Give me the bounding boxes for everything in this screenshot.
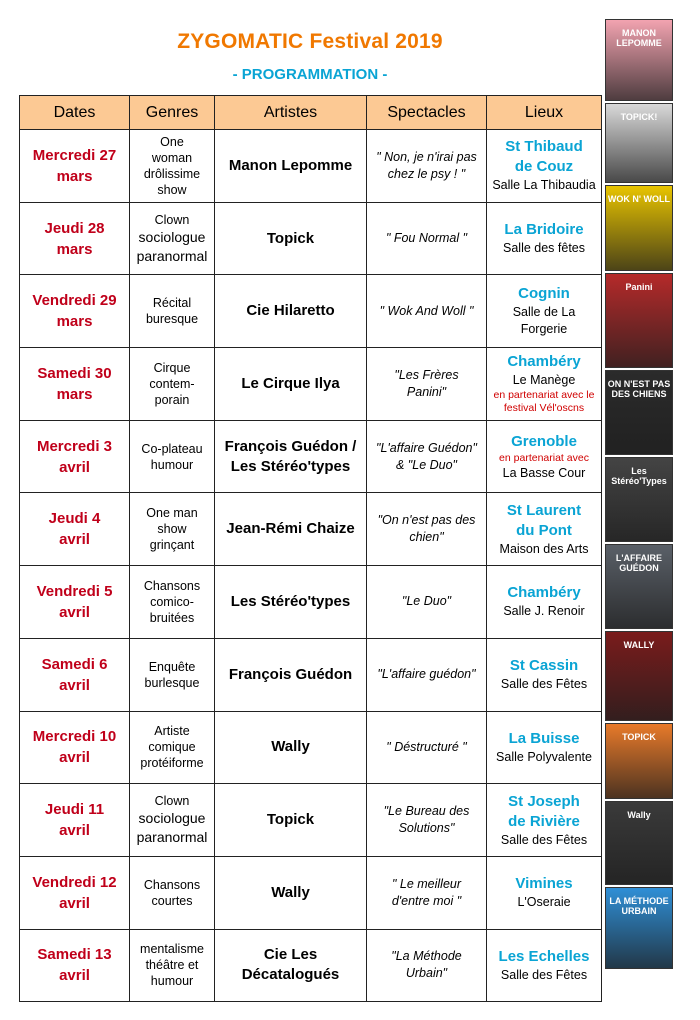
artist-name: Les Stéréo'types: [230, 457, 351, 475]
show-title: Panini": [406, 384, 447, 399]
column-header-spectacles: Spectacles: [367, 96, 487, 130]
artist-name: Décatalogués: [241, 966, 340, 984]
table-row: [20, 348, 602, 421]
date-text: Vendredi 5: [36, 582, 113, 600]
table-header-row: [20, 96, 602, 130]
date-text: avril: [59, 531, 90, 549]
artist-cell: [215, 638, 367, 711]
city-line: St Laurent: [506, 501, 582, 519]
column-header-lieux: Lieux: [487, 96, 602, 130]
genre-text: buresque: [145, 312, 199, 327]
artist-cell: [215, 420, 367, 493]
genre-cell: [130, 130, 215, 203]
city-name: [489, 432, 599, 452]
table-row: [20, 420, 602, 493]
poster-label: TOPICK!: [620, 112, 658, 122]
genre-text: humour: [150, 457, 194, 472]
city-line: Chambéry: [507, 353, 581, 371]
genre-text: Chansons: [143, 578, 201, 593]
date-text: Jeudi 11: [44, 801, 105, 819]
genre-text: drôlissime: [143, 166, 201, 181]
poster-image: [605, 801, 673, 885]
genre-cell: [130, 711, 215, 784]
venue-name: L'Oseraie: [517, 895, 571, 910]
genre-text: One man: [146, 506, 198, 521]
city-name: [489, 874, 599, 894]
city-name: [489, 792, 599, 832]
partner-note: en partenariat avec: [499, 451, 589, 464]
city-line: du Pont: [516, 521, 572, 539]
artist-name: Le Cirque Ilya: [241, 374, 340, 392]
venue-name: Salle de La Forgerie: [512, 305, 576, 337]
date-cell: [20, 493, 130, 566]
date-cell: [20, 711, 130, 784]
date-text: avril: [59, 822, 90, 840]
date-text: avril: [59, 967, 90, 985]
genre-text: mentalisme: [140, 942, 204, 957]
place-cell: [487, 130, 602, 203]
genre-cell: [130, 348, 215, 421]
date-text: avril: [59, 676, 90, 694]
date-text: Samedi 6: [41, 655, 108, 673]
city-line: Chambéry: [507, 584, 581, 602]
artist-cell: [215, 202, 367, 275]
city-line: Grenoble: [511, 432, 577, 450]
show-cell: [367, 638, 487, 711]
page-subtitle: - PROGRAMMATION -: [232, 66, 388, 83]
genre-text: Clown: [154, 794, 190, 809]
show-title: "Les Frères: [394, 367, 459, 382]
genre-cell: [130, 202, 215, 275]
genre-text: Chansons: [143, 877, 201, 892]
table-row: [20, 856, 602, 929]
table-row: [20, 784, 602, 857]
column-header-dates: Dates: [20, 96, 130, 130]
place-cell: [487, 348, 602, 421]
artist-cell: [215, 348, 367, 421]
genre-text: protéiforme: [140, 756, 204, 771]
artist-cell: [215, 856, 367, 929]
genre-cell: [130, 929, 215, 1002]
venue-name: Salle des Fêtes: [500, 832, 588, 847]
column-header-artistes: Artistes: [215, 96, 367, 130]
poster-strip: [605, 19, 675, 971]
artist-cell: [215, 784, 367, 857]
poster-label: L'AFFAIRE GUÉDON: [615, 553, 663, 573]
date-cell: [20, 929, 130, 1002]
table-row: [20, 202, 602, 275]
genre-cell: [130, 856, 215, 929]
show-title: chien": [409, 530, 444, 545]
genre-text: humour: [150, 974, 194, 989]
table-row: [20, 638, 602, 711]
date-text: mars: [56, 385, 93, 403]
date-text: avril: [59, 458, 90, 476]
poster-image: [605, 370, 673, 455]
genre-text: contem-: [149, 376, 195, 391]
poster-image: [605, 457, 673, 542]
artist-name: François Guédon: [228, 665, 353, 683]
table-row: [20, 275, 602, 348]
artist-name: Jean-Rémi Chaize: [226, 520, 355, 538]
genre-text: Clown: [154, 212, 190, 227]
city-line: St Thibaud: [505, 138, 583, 156]
city-name: [489, 501, 599, 541]
show-cell: [367, 493, 487, 566]
venue-name: Salle des fêtes: [503, 241, 585, 256]
genre-cell: [130, 420, 215, 493]
genre-text: show: [157, 182, 187, 197]
date-cell: [20, 638, 130, 711]
poster-label: ON N'EST PAS DES CHIENS: [607, 379, 671, 399]
table-row: [20, 130, 602, 203]
poster-label: WALLY: [623, 640, 655, 650]
city-line: de Rivière: [508, 812, 580, 830]
poster-label: Les Stéréo'Types: [611, 466, 667, 486]
artist-name: Topick: [266, 811, 315, 829]
programme-table: [19, 95, 602, 1002]
artist-cell: [215, 929, 367, 1002]
place-cell: [487, 638, 602, 711]
artist-cell: [215, 275, 367, 348]
show-title: d'entre moi ": [391, 893, 462, 908]
show-title: " Non, je n'irai pas: [376, 149, 477, 164]
artist-name: Topick: [266, 229, 315, 247]
date-text: Jeudi 28: [44, 219, 105, 237]
genre-text: Co-plateau: [141, 441, 203, 456]
genre-text: Cirque: [153, 360, 191, 375]
poster-label: Wally: [627, 810, 651, 820]
poster-image: [605, 631, 673, 721]
artist-cell: [215, 493, 367, 566]
table-row: [20, 711, 602, 784]
poster-label: WOK N' WOLL: [607, 194, 671, 204]
show-title: "L'affaire guédon": [377, 667, 476, 682]
date-text: Samedi 13: [37, 946, 112, 964]
date-cell: [20, 784, 130, 857]
genre-text: One: [160, 134, 184, 149]
venue-name: Salle J. Renoir: [503, 604, 585, 619]
genre-text: courtes: [151, 893, 193, 908]
date-text: Vendredi 12: [32, 873, 117, 891]
place-cell: [487, 493, 602, 566]
genre-cell: [130, 638, 215, 711]
city-name: [489, 656, 599, 676]
poster-label: MANON LEPOMME: [616, 28, 662, 48]
genre-text: bruitées: [149, 610, 195, 625]
venue-name: La Basse Cour: [502, 465, 586, 480]
artist-name: Cie Hilaretto: [246, 302, 335, 320]
city-name: [489, 284, 599, 304]
date-cell: [20, 566, 130, 639]
show-title: Solutions": [398, 821, 455, 836]
date-cell: [20, 420, 130, 493]
poster-label: Panini: [625, 282, 653, 292]
artist-name: Manon Lepomme: [228, 156, 353, 174]
city-line: St Cassin: [509, 657, 579, 675]
show-title: " Fou Normal ": [385, 231, 468, 246]
show-cell: [367, 711, 487, 784]
genre-cell: [130, 275, 215, 348]
date-text: Jeudi 4: [48, 510, 101, 528]
show-cell: [367, 202, 487, 275]
venue-name: Maison des Arts: [499, 541, 589, 556]
genre-text: sociologue: [138, 810, 206, 827]
artist-name: Wally: [271, 883, 310, 901]
venue-name: Salle La Thibaudia: [492, 178, 596, 193]
artist-name: Les Stéréo'types: [230, 592, 351, 610]
show-title: "L'affaire Guédon": [376, 440, 477, 455]
partner-note: en partenariat avec le festival Vél'oscns: [493, 389, 595, 415]
show-title: & "Le Duo": [396, 457, 457, 472]
venue-name: Salle des Fêtes: [500, 967, 588, 982]
city-line: Cognin: [518, 285, 570, 303]
show-title: "La Méthode: [391, 949, 462, 964]
date-text: Mercredi 27: [32, 146, 117, 164]
poster-image: [605, 185, 673, 271]
genre-text: comico-: [150, 594, 194, 609]
date-text: mars: [56, 240, 93, 258]
show-cell: [367, 784, 487, 857]
poster-label: LA MÉTHODE URBAIN: [609, 896, 669, 916]
date-text: avril: [59, 749, 90, 767]
date-text: avril: [59, 603, 90, 621]
city-line: La Buisse: [508, 729, 580, 747]
date-text: mars: [56, 313, 93, 331]
artist-name: Wally: [271, 738, 310, 756]
genre-text: show: [157, 522, 187, 537]
venue-name: Le Manège: [512, 373, 576, 388]
date-text: Mercredi 3: [36, 437, 113, 455]
page-title: ZYGOMATIC Festival 2019: [177, 30, 443, 53]
date-text: Mercredi 10: [32, 728, 117, 746]
artist-cell: [215, 566, 367, 639]
date-cell: [20, 856, 130, 929]
genre-text: comique: [148, 740, 196, 755]
genre-text: sociologue: [138, 228, 206, 245]
city-name: [489, 729, 599, 749]
show-title: " Wok And Woll ": [379, 303, 474, 318]
artist-name: François Guédon /: [224, 437, 357, 455]
poster-image: [605, 19, 673, 101]
show-cell: [367, 420, 487, 493]
genre-cell: [130, 493, 215, 566]
show-cell: [367, 275, 487, 348]
date-cell: [20, 202, 130, 275]
place-cell: [487, 275, 602, 348]
place-cell: [487, 566, 602, 639]
genre-text: burlesque: [144, 675, 200, 690]
place-cell: [487, 202, 602, 275]
genre-text: paranormal: [136, 247, 208, 264]
poster-image: [605, 103, 673, 183]
date-cell: [20, 348, 130, 421]
date-text: Vendredi 29: [32, 292, 117, 310]
city-line: La Bridoire: [504, 221, 584, 239]
city-name: [489, 947, 599, 967]
place-cell: [487, 711, 602, 784]
genre-text: Enquête: [148, 659, 196, 674]
city-name: [489, 137, 599, 177]
genre-text: Récital: [152, 296, 192, 311]
show-title: chez le psy ! ": [387, 166, 466, 181]
show-cell: [367, 566, 487, 639]
city-name: [489, 220, 599, 240]
city-line: Vimines: [515, 875, 573, 893]
poster-image: [605, 544, 673, 629]
date-text: avril: [59, 894, 90, 912]
city-name: [489, 583, 599, 603]
poster-image: [605, 887, 673, 969]
table-row: [20, 566, 602, 639]
artist-name: Cie Les: [263, 946, 318, 964]
show-cell: [367, 130, 487, 203]
show-title: " Déstructuré ": [386, 739, 467, 754]
place-cell: [487, 856, 602, 929]
genre-text: théâtre et: [145, 958, 199, 973]
show-title: "On n'est pas des: [377, 513, 476, 528]
artist-cell: [215, 130, 367, 203]
city-line: St Joseph: [508, 792, 580, 810]
venue-name: Salle Polyvalente: [496, 749, 592, 764]
city-name: [489, 352, 599, 372]
genre-text: grinçant: [149, 538, 195, 553]
genre-cell: [130, 784, 215, 857]
poster-label: TOPICK: [622, 732, 656, 742]
column-header-genres: Genres: [130, 96, 215, 130]
poster-image: [605, 723, 673, 799]
city-line: de Couz: [514, 158, 574, 176]
date-text: mars: [56, 167, 93, 185]
genre-text: Artiste: [154, 724, 190, 739]
genre-text: paranormal: [136, 829, 208, 846]
venue-name: Salle des Fêtes: [500, 677, 588, 692]
show-title: " Le meilleur: [391, 876, 462, 891]
table-row: [20, 929, 602, 1002]
show-title: "Le Bureau des: [383, 804, 470, 819]
show-cell: [367, 929, 487, 1002]
date-cell: [20, 130, 130, 203]
show-title: "Le Duo": [401, 594, 452, 609]
genre-text: porain: [154, 392, 190, 407]
place-cell: [487, 420, 602, 493]
show-title: Urbain": [405, 966, 448, 981]
place-cell: [487, 784, 602, 857]
show-cell: [367, 348, 487, 421]
date-text: Samedi 30: [37, 364, 112, 382]
genre-cell: [130, 566, 215, 639]
table-row: [20, 493, 602, 566]
city-line: Les Echelles: [498, 947, 590, 965]
date-cell: [20, 275, 130, 348]
place-cell: [487, 929, 602, 1002]
genre-text: woman: [151, 150, 193, 165]
poster-image: [605, 273, 673, 368]
show-cell: [367, 856, 487, 929]
artist-cell: [215, 711, 367, 784]
